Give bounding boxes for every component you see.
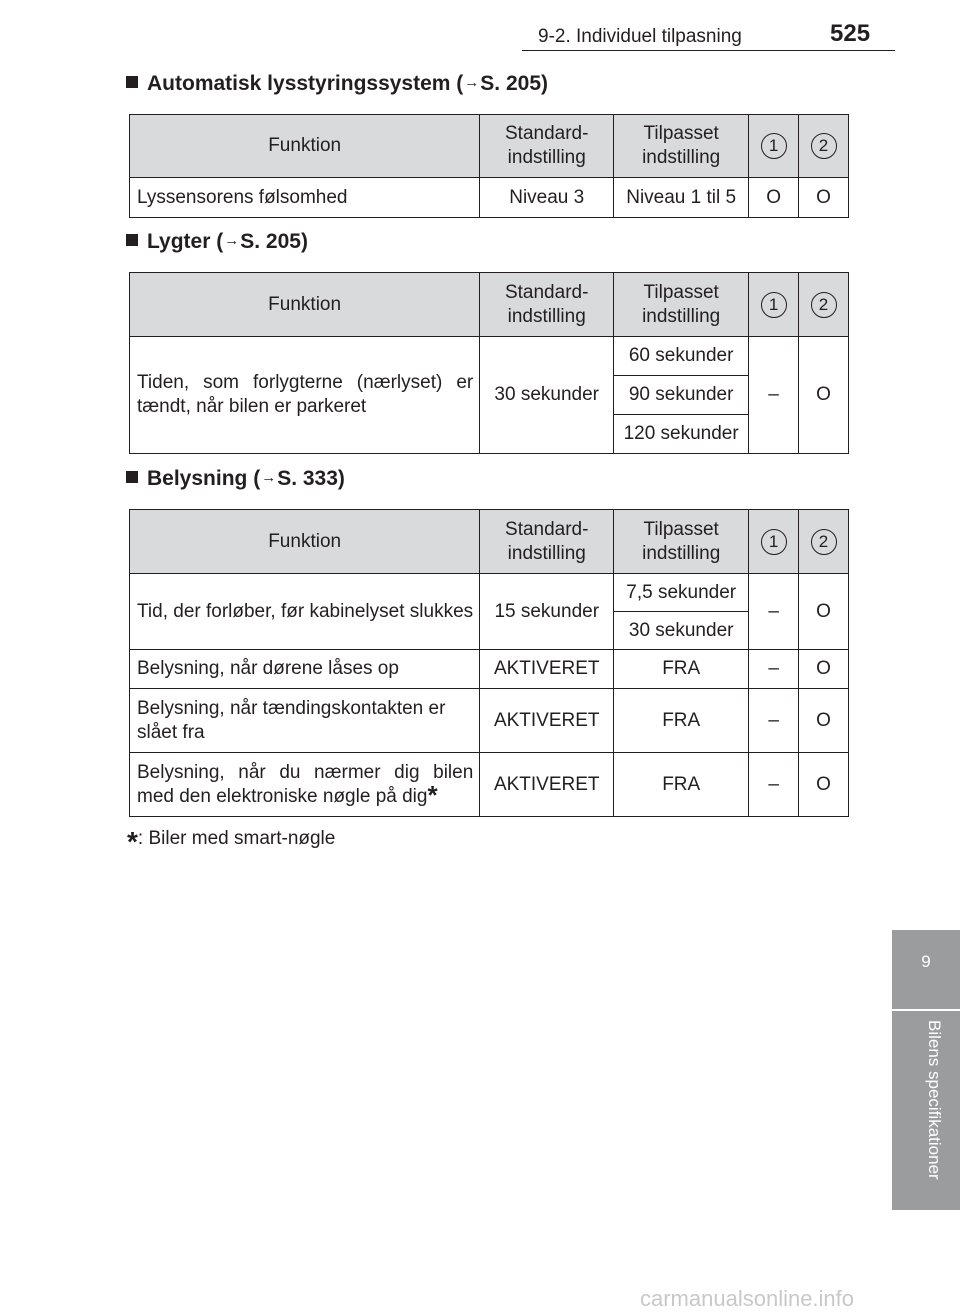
square-bullet-icon [126, 76, 138, 88]
method-1-cell: – [749, 753, 799, 817]
table-header-row [130, 115, 849, 178]
arrow-right-icon: → [261, 469, 277, 486]
table-row [130, 753, 849, 817]
header-method-2 [799, 115, 849, 178]
table-row [130, 689, 849, 753]
custom-cell: FRA [614, 689, 749, 753]
section-heading-belysning: Belysning (→S. 333) [126, 467, 345, 491]
section-heading-lygter: Lygter (→S. 205) [126, 230, 308, 254]
header-custom: Tilpasset indstilling [614, 115, 749, 178]
header-default: Standard- indstilling [480, 273, 614, 337]
chapter-tab-label: Bilens specifikationer [925, 1020, 944, 1180]
chapter-tab-divider [892, 1009, 960, 1011]
page-reference-link[interactable]: S. 333) [277, 467, 345, 490]
table-header-row [130, 273, 849, 337]
table-row [130, 178, 849, 218]
default-cell: AKTIVERET [480, 689, 614, 753]
method-2-cell: O [799, 753, 849, 817]
header-rule [522, 50, 895, 51]
circled-2-icon: 2 [811, 529, 837, 555]
header-function: Funktion [130, 273, 480, 337]
header-default: Standard- indstilling [480, 115, 614, 178]
function-cell: Lyssensorens følsomhed [130, 178, 480, 218]
table-row [130, 337, 849, 376]
function-cell: Tiden, som forlygterne (nærlyset) er tændt, når bilen er parkeret [130, 337, 480, 454]
method-2-cell: O [799, 178, 849, 218]
default-cell: 30 sekunder [480, 337, 614, 454]
arrow-right-icon: → [224, 232, 240, 249]
custom-cell: 60 sekunder [614, 337, 749, 376]
circled-2-icon: 2 [811, 133, 837, 159]
header-method-2 [799, 510, 849, 574]
custom-cell: 90 sekunder [614, 376, 749, 415]
header-method-1 [749, 115, 799, 178]
function-cell: Tid, der forløber, før kabinelyset slukkes [130, 574, 480, 650]
header-custom: Tilpasset indstilling [614, 273, 749, 337]
method-1-cell: – [749, 337, 799, 454]
method-1-cell: – [749, 689, 799, 753]
circled-1-icon: 1 [761, 529, 787, 555]
method-1-cell: – [749, 574, 799, 650]
method-1-cell: O [749, 178, 799, 218]
default-cell: AKTIVERET [480, 650, 614, 689]
page-reference-link[interactable]: S. 205) [480, 72, 549, 95]
watermark: carmanualsonline.info [640, 1286, 855, 1311]
footnote-text: : Biler med smart-nøgle [137, 828, 336, 849]
custom-cell: 30 sekunder [614, 612, 749, 650]
function-cell: Belysning, når du nærmer dig bilen med den elektroniske nøgle på dig* [130, 753, 480, 817]
circled-1-icon: 1 [761, 133, 787, 159]
custom-cell: 7,5 sekunder [614, 574, 749, 612]
custom-cell: FRA [614, 753, 749, 817]
footnote [127, 826, 335, 858]
table-lysstyring [129, 114, 849, 218]
page-number: 525 [830, 20, 871, 47]
chapter-title: 9-2. Individuel tilpasning [538, 26, 742, 47]
chapter-tab-number: 9 [921, 952, 931, 971]
function-cell: Belysning, når tændingskontakten er slået fra [130, 689, 480, 753]
method-2-cell: O [799, 337, 849, 454]
table-header-row [130, 510, 849, 574]
table-belysning [129, 509, 849, 817]
square-bullet-icon [126, 471, 138, 483]
header-default: Standard- indstilling [480, 510, 614, 574]
footnote-asterisk: * [127, 826, 138, 857]
header-method-2 [799, 273, 849, 337]
custom-cell: FRA [614, 650, 749, 689]
header-custom: Tilpasset indstilling [614, 510, 749, 574]
arrow-right-icon: → [464, 74, 480, 91]
circled-2-icon: 2 [811, 292, 837, 318]
function-cell: Belysning, når dørene låses op [130, 650, 480, 689]
table-row [130, 650, 849, 689]
method-1-cell: – [749, 650, 799, 689]
method-2-cell: O [799, 574, 849, 650]
header-method-1 [749, 273, 799, 337]
footnote-marker: * [427, 779, 438, 810]
square-bullet-icon [126, 234, 138, 246]
circled-1-icon: 1 [761, 292, 787, 318]
method-2-cell: O [799, 689, 849, 753]
page-reference-link[interactable]: S. 205) [240, 230, 308, 253]
header-method-1 [749, 510, 799, 574]
default-cell: Niveau 3 [480, 178, 614, 218]
method-2-cell: O [799, 650, 849, 689]
default-cell: AKTIVERET [480, 753, 614, 817]
custom-cell: Niveau 1 til 5 [614, 178, 749, 218]
header-function: Funktion [130, 115, 480, 178]
custom-cell: 120 sekunder [614, 415, 749, 454]
table-row [130, 574, 849, 612]
header-function: Funktion [130, 510, 480, 574]
section-heading-lysstyring: Automatisk lysstyringssystem (→S. 205) [126, 72, 548, 96]
default-cell: 15 sekunder [480, 574, 614, 650]
table-lygter [129, 272, 849, 454]
